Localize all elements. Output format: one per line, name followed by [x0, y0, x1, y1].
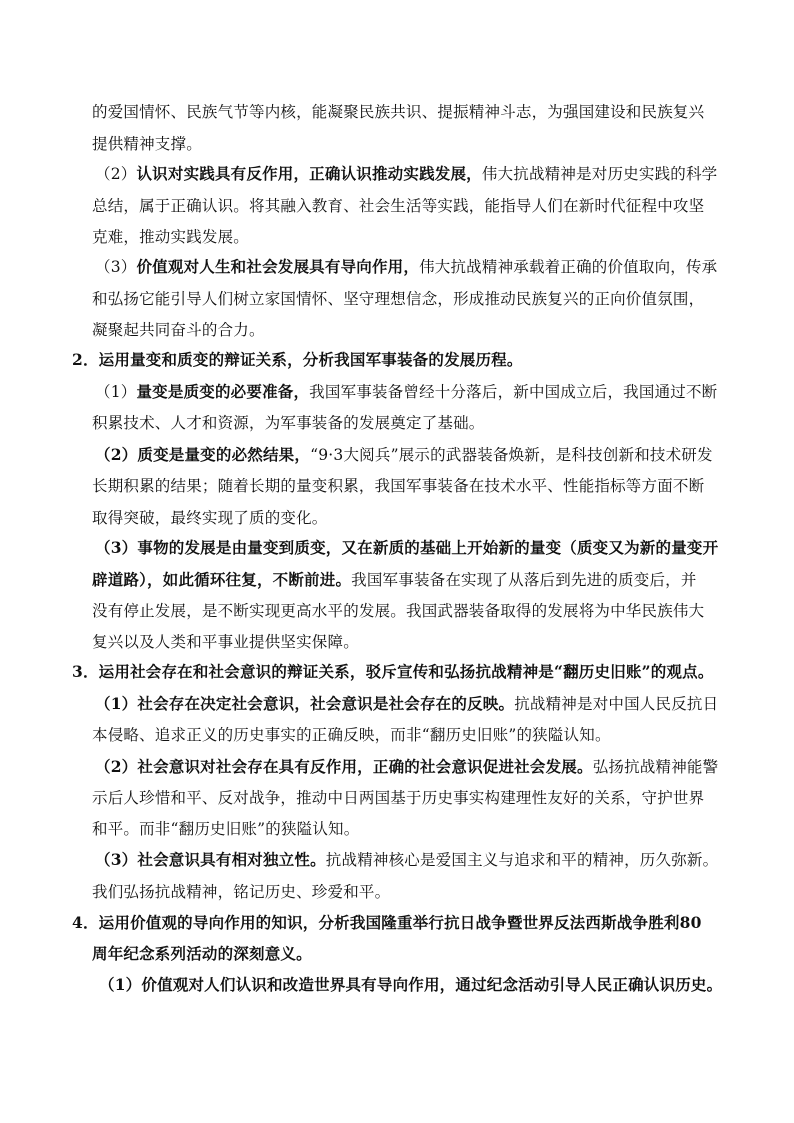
text-run: （2） [95, 165, 137, 183]
bold-text-run: （1）价值观对人们认识和改造世界具有导向作用，通过纪念活动引导人民正确认识历史。 [99, 975, 723, 994]
text-run: 克难，推动实践发展。 [92, 228, 250, 246]
text-run: 抗战精神核心是爱国主义与追求和平的精神，历久弥新。 [325, 851, 719, 869]
paragraph-line [92, 877, 390, 907]
heading-text: 周年纪念系列活动的深刻意义。 [92, 944, 312, 963]
bold-text-run: 认识对实践具有反作用，正确认识推动实践发展， [136, 164, 482, 183]
bold-text-run: 价值观对人生和社会发展具有导向作用， [136, 257, 420, 276]
paragraph-line [92, 471, 704, 501]
text-run: 伟大抗战精神是对历史实践的科学 [481, 165, 718, 183]
text-run: 我国军事装备在实现了从落后到先进的质变后，并 [351, 571, 697, 589]
bold-text-run: （3）社会意识具有相对独立性。 [95, 850, 326, 869]
text-run: 本侵略、追求正义的历史事实的正确反映，而非“翻历史旧账”的狭隘认知。 [92, 726, 611, 744]
paragraph-line [92, 596, 704, 626]
paragraph-line [92, 97, 704, 127]
paragraph-line [92, 315, 265, 345]
text-run: 我国军事装备曾经十分落后，新中国成立后，我国通过不断 [309, 383, 718, 401]
point-line [95, 845, 718, 875]
point-3-1-line [95, 252, 717, 282]
text-run: 取得突破，最终实现了质的变化。 [92, 509, 328, 527]
bold-text-run: （3）事物的发展是由量变到质变，又在新质的基础上开始新的量变（质变又为新的量变开 [95, 538, 719, 557]
point-line [95, 377, 717, 407]
paragraph-line [92, 503, 328, 533]
text-run: 没有停止发展，是不断实现更高水平的发展。我国武器装备取得的发展将为中华民族伟大 [92, 602, 705, 620]
text-run: 和平。而非“翻历史旧账”的狭隘认知。 [92, 820, 360, 838]
point-2-1-line [95, 159, 717, 189]
paragraph-line [92, 222, 249, 252]
section-heading-3 [72, 657, 714, 687]
text-run: 总结，属于正确认识。将其融入教育、社会生活等实践，能指导人们在新时代征程中攻坚 [92, 197, 705, 215]
text-run: 的爱国情怀、民族气节等内核，能凝聚民族共识、提振精神斗志，为强国建设和民族复兴 [92, 103, 705, 121]
bold-text-run: 辟道路），如此循环往复，不断前进。 [92, 570, 352, 589]
paragraph-line [92, 191, 704, 221]
section-heading-4 [72, 908, 702, 938]
paragraph-line [92, 814, 359, 844]
paragraph-line [92, 783, 704, 813]
text-run: 示后人珍惜和平、反对战争，推动中日两国基于历史事实构建理性友好的关系，守护世界 [92, 789, 705, 807]
text-run: 弘扬抗战精神能警 [592, 758, 719, 776]
text-run: 长期积累的结果；随着长期的量变积累，我国军事装备在技术水平、性能指标等方面不断 [92, 477, 705, 495]
bold-text-run: （2）质变是量变的必然结果， [95, 445, 311, 464]
text-run: 凝聚起共同奋斗的合力。 [92, 321, 265, 339]
paragraph-line [92, 627, 359, 657]
text-run: 复兴以及人类和平事业提供坚实保障。 [92, 633, 359, 651]
point-line [95, 689, 718, 719]
heading-text: 3．运用社会存在和社会意识的辩证关系，驳斥宣传和弘扬抗战精神是“翻历史旧账”的观点。 [72, 662, 714, 681]
paragraph-line [92, 129, 202, 159]
bold-text-run: （2）社会意识对社会存在具有反作用，正确的社会意识促进社会发展。 [95, 757, 593, 776]
heading-text: 2．运用量变和质变的辩证关系，分析我国军事装备的发展历程。 [72, 350, 523, 369]
paragraph-line [92, 720, 611, 750]
text-run: “9·3大阅兵”展示的武器装备焕新，是科技创新和技术研发 [310, 446, 713, 464]
section-heading-4-continued [92, 939, 312, 969]
paragraph-line [92, 284, 704, 314]
text-run: （1） [95, 383, 137, 401]
bold-text-run: 量变是质变的必要准备， [136, 382, 310, 401]
section-heading-2 [72, 345, 523, 375]
text-run: 伟大抗战精神承载着正确的价值取向，传承 [419, 258, 718, 276]
text-run: 提供精神支撑。 [92, 135, 202, 153]
text-run: 我们弘扬抗战精神，铭记历史、珍爱和平。 [92, 883, 391, 901]
text-run: 和弘扬它能引导人们树立家国情怀、坚守理想信念，形成推动民族复兴的正向价值氛围， [92, 290, 705, 308]
heading-text: 4．运用价值观的导向作用的知识，分析我国隆重举行抗日战争暨世界反法西斯战争胜利80 [72, 913, 702, 932]
paragraph-line [92, 565, 697, 595]
text-run: 积累技术、人才和资源，为军事装备的发展奠定了基础。 [92, 414, 485, 432]
bold-text-run: （1）社会存在决定社会意识，社会意识是社会存在的反映。 [95, 694, 515, 713]
text-run: （3） [95, 258, 137, 276]
text-run: 抗战精神是对中国人民反抗日 [514, 695, 719, 713]
point-line [95, 533, 718, 563]
point-line [99, 970, 722, 1000]
point-line [95, 752, 718, 782]
paragraph-line [92, 408, 485, 438]
point-line [95, 440, 713, 470]
